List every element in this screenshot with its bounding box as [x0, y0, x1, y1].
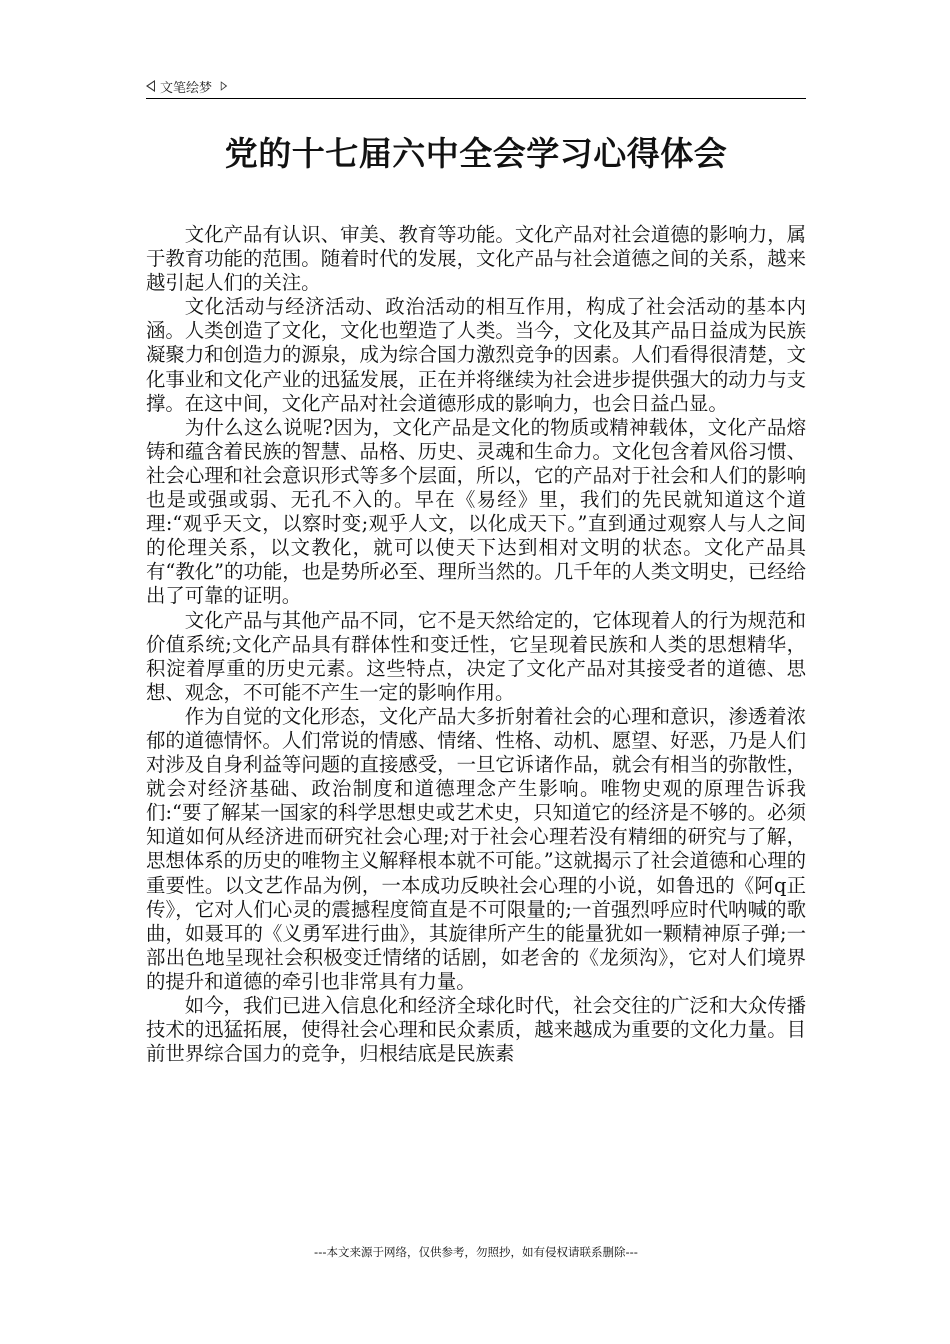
paragraph: 如今，我们已进入信息化和经济全球化时代，社会交往的广泛和大众传播技术的迅猛拓展，使得社会心理和民众素质，越来越成为重要的文化力量。目前世界综合国力的竞争，归根结底是民族素 [146, 994, 806, 1066]
page-header [146, 74, 806, 99]
paragraph: 文化产品有认识、审美、教育等功能。文化产品对社会道德的影响力，属于教育功能的范围。随着时代的发展，文化产品与社会道德之间的关系，越来越引起人们的关注。 [146, 223, 806, 295]
triangle-left-icon [146, 80, 155, 92]
paragraph: 文化活动与经济活动、政治活动的相互作用，构成了社会活动的基本内涵。人类创造了文化，文化也塑造了人类。当今，文化及其产品日益成为民族凝聚力和创造力的源泉，成为综合国力激烈竞争的因素。人们看得很清楚，文化事业和文化产业的迅猛发展，正在并将继续为社会进步提供强大的动力与支撑。在这中间，文化产品对社会道德形成的影响力，也会日益凸显。 [146, 295, 806, 415]
triangle-right-icon [221, 81, 227, 91]
article-body [146, 223, 806, 1066]
paragraph: 文化产品与其他产品不同，它不是天然给定的，它体现着人的行为规范和价值系统;文化产品具有群体性和变迁性，它呈现着民族和人类的思想精华，积淀着厚重的历史元素。这些特点，决定了文化产品对其接受者的道德、思想、观念，不可能不产生一定的影响作用。 [146, 608, 806, 704]
paragraph: 作为自觉的文化形态，文化产品大多折射着社会的心理和意识，渗透着浓郁的道德情怀。人们常说的情感、情绪、性格、动机、愿望、好恶，乃是人们对涉及自身利益等问题的直接感受，一旦它诉诸作品，就会有相当的弥散性，就会对经济基础、政治制度和道德理念产生影响。唯物史观的原理告诉我们:“要了解某一国家的科学思想史或艺术史，只知道它的经济是不够的。必须知道如何从经济进而研究社会心理;对于社会心理若没有精细的研究与了解，思想体系的历史的唯物主义解释根本就不可能。”这就揭示了社会道德和心理的重要性。以文艺作品为例，一本成功反映社会心理的小说，如鲁迅的《阿q正传》，它对人们心灵的震撼程度简直是不可限量的;一首强烈呼应时代呐喊的歌曲，如聂耳的《义勇军进行曲》，其旋律所产生的能量犹如一颗精神原子弹;一部出色地呈现社会积极变迁情绪的话剧，如老舍的《龙须沟》，它对人们境界的提升和道德的牵引也非常具有力量。 [146, 704, 806, 993]
paragraph: 为什么这么说呢?因为，文化产品是文化的物质或精神载体，文化产品熔铸和蕴含着民族的智慧、品格、历史、灵魂和生命力。文化包含着风俗习惯、社会心理和社会意识形式等多个层面，所以，它的产品对于社会和人们的影响也是或强或弱、无孔不入的。早在《易经》里，我们的先民就知道这个道理:“观乎天文，以察时变;观乎人文，以化成天下。”直到通过观察人与人之间的伦理关系，以文教化，就可以使天下达到相对文明的状态。文化产品具有“教化”的功能，也是势所必至、理所当然的。几千年的人类文明史，已经给出了可靠的证明。 [146, 415, 806, 608]
footer-disclaimer: ---本文来源于网络，仅供参考，勿照抄，如有侵权请联系删除--- [314, 1245, 638, 1259]
header-brand: 文笔绘梦 [160, 80, 213, 96]
page-title: 党的十七届六中全会学习心得体会 [224, 134, 728, 173]
